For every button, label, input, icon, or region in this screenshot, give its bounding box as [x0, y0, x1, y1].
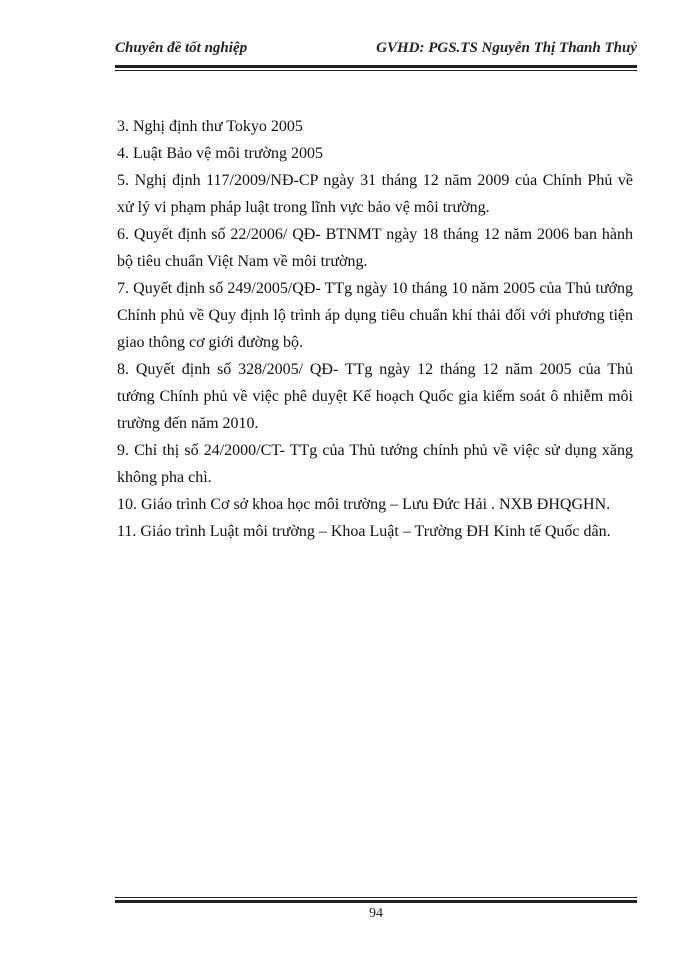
- reference-list: [117, 113, 633, 545]
- reference-item: 6. Quyết định số 22/2006/ QĐ- BTNMT ngày 18 tháng 12 năm 2006 ban hành bộ tiêu chuẩn Việt Nam về môi trường.: [117, 226, 633, 270]
- header-advisor: GVHD: PGS.TS Nguyễn Thị Thanh Thuỷ: [376, 40, 637, 56]
- header-title: Chuyên đề tốt nghiệp: [115, 40, 248, 56]
- footer-rule-thin: [115, 897, 637, 898]
- page-header: [115, 40, 637, 62]
- page-number: 94: [369, 906, 383, 921]
- footer-rule-thick: [115, 900, 637, 903]
- reference-item: 7. Quyết định số 249/2005/QĐ- TTg ngày 10 tháng 10 năm 2005 của Thủ tướng Chính phủ về Quy định lộ trình áp dụng tiêu chuẩn khí thải đối với phương tiện giao thông cơ giới đường bộ.: [117, 280, 633, 351]
- reference-item: 11. Giáo trình Luật môi trường – Khoa Luật – Trường ĐH Kinh tế Quốc dân.: [117, 523, 611, 540]
- reference-item: 10. Giáo trình Cơ sở khoa học môi trường – Lưu Đức Hải . NXB ĐHQGHN.: [117, 496, 611, 513]
- reference-item: 5. Nghị định 117/2009/NĐ-CP ngày 31 tháng 12 năm 2009 của Chính Phủ về xử lý vi phạm pháp luật trong lĩnh vực bảo vệ môi trường.: [117, 172, 633, 216]
- reference-item: 8. Quyết định số 328/2005/ QĐ- TTg ngày 12 tháng 12 năm 2005 của Thủ tướng Chính phủ về việc phê duyệt Kế hoạch Quốc gia kiểm soát ô nhiễm môi trường đến năm 2010.: [117, 361, 633, 432]
- header-rule-thick: [115, 65, 637, 68]
- header-rule-thin: [115, 70, 637, 71]
- reference-item: 4. Luật Bảo vệ môi trường 2005: [117, 145, 323, 162]
- reference-item: 9. Chỉ thị số 24/2000/CT- TTg của Thủ tướng chính phủ về việc sử dụng xăng không pha chì.: [117, 442, 633, 486]
- reference-item: 3. Nghị định thư Tokyo 2005: [117, 118, 303, 135]
